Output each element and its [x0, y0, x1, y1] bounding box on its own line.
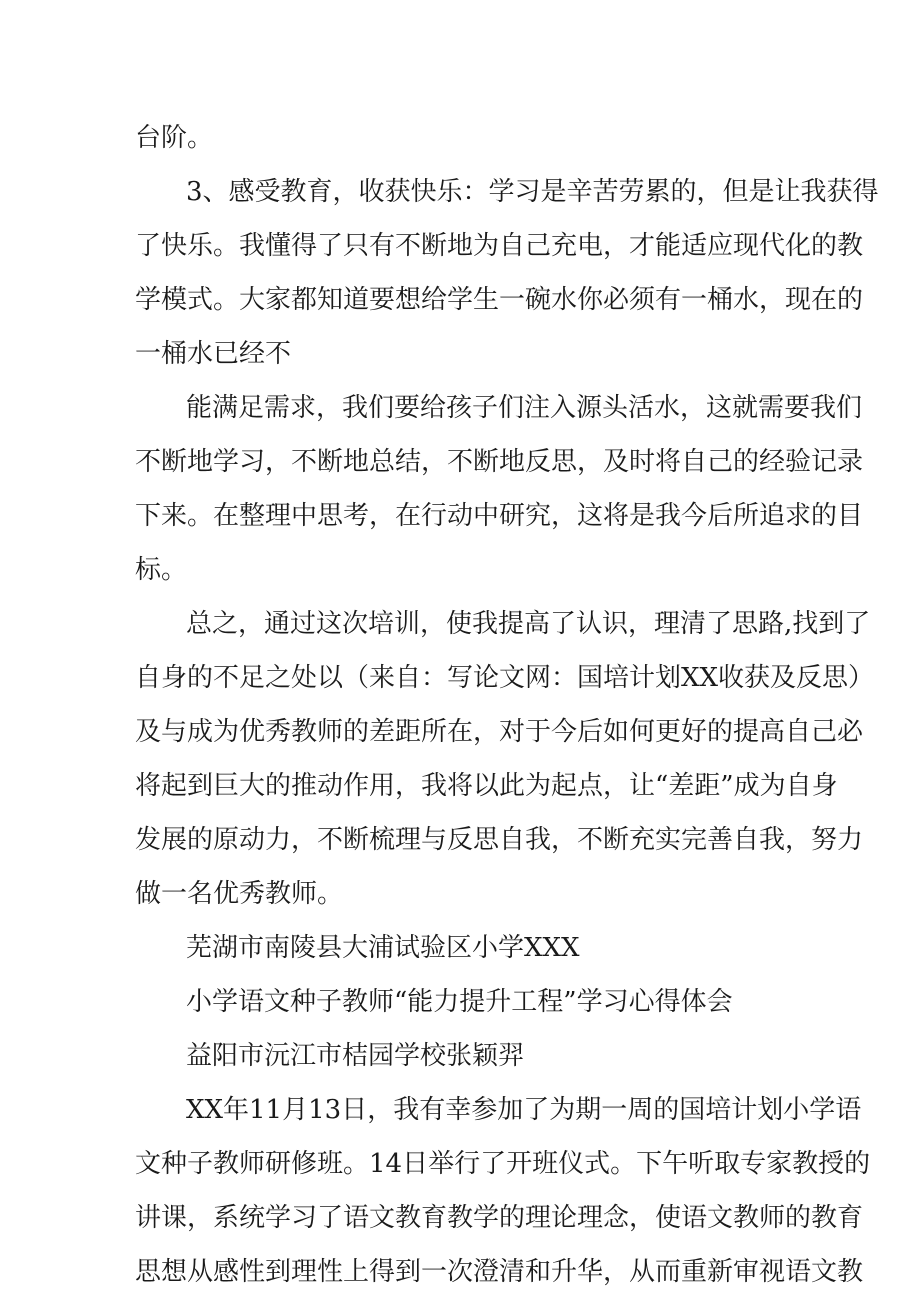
text-line: 益阳市沅江市桔园学校张颖羿	[186, 1041, 525, 1071]
text-line: 将起到巨大的推动作用，我将以此为起点，让“差距”成为自身	[135, 771, 838, 801]
text-line: XX年11月13日，我有幸参加了为期一周的国培计划小学语	[186, 1095, 862, 1125]
text-line: 讲课，系统学习了语文教育教学的理论理念，使语文教师的教育	[135, 1203, 864, 1233]
text-line: 做一名优秀教师。	[135, 879, 344, 909]
text-line: 学模式。大家都知道要想给学生一碗水你必须有一桶水，现在的	[135, 285, 864, 315]
text-line: 芜湖市南陵县大浦试验区小学XXX	[186, 933, 580, 963]
text-line: 及与成为优秀教师的差距所在，对于今后如何更好的提高自己必	[135, 717, 864, 747]
text-line: 3、感受教育，收获快乐：学习是辛苦劳累的，但是让我获得	[186, 177, 879, 207]
text-line: 文种子教师研修班。14日举行了开班仪式。下午听取专家教授的	[135, 1149, 871, 1179]
text-line: 一桶水已经不	[135, 339, 292, 369]
text-line: 发展的原动力，不断梳理与反思自我，不断充实完善自我，努力	[135, 825, 864, 855]
text-line: 了快乐。我懂得了只有不断地为自己充电，才能适应现代化的教	[135, 231, 864, 261]
text-line: 思想从感性到理性上得到一次澄清和升华，从而重新审视语文教	[135, 1257, 864, 1287]
text-line: 下来。在整理中思考，在行动中研究，这将是我今后所追求的目	[135, 501, 864, 531]
text-line: 自身的不足之处以（来自：写论文网：国培计划XX收获及反思）	[135, 663, 875, 693]
text-line: 小学语文种子教师“能力提升工程”学习心得体会	[186, 987, 733, 1017]
text-line: 标。	[135, 555, 188, 585]
text-line: 总之，通过这次培训，使我提高了认识，理清了思路,找到了	[186, 609, 871, 639]
text-line: 能满足需求，我们要给孩子们注入源头活水，这就需要我们	[186, 393, 863, 423]
text-line: 台阶。	[135, 123, 214, 153]
text-line: 不断地学习，不断地总结，不断地反思，及时将自己的经验记录	[135, 447, 864, 477]
